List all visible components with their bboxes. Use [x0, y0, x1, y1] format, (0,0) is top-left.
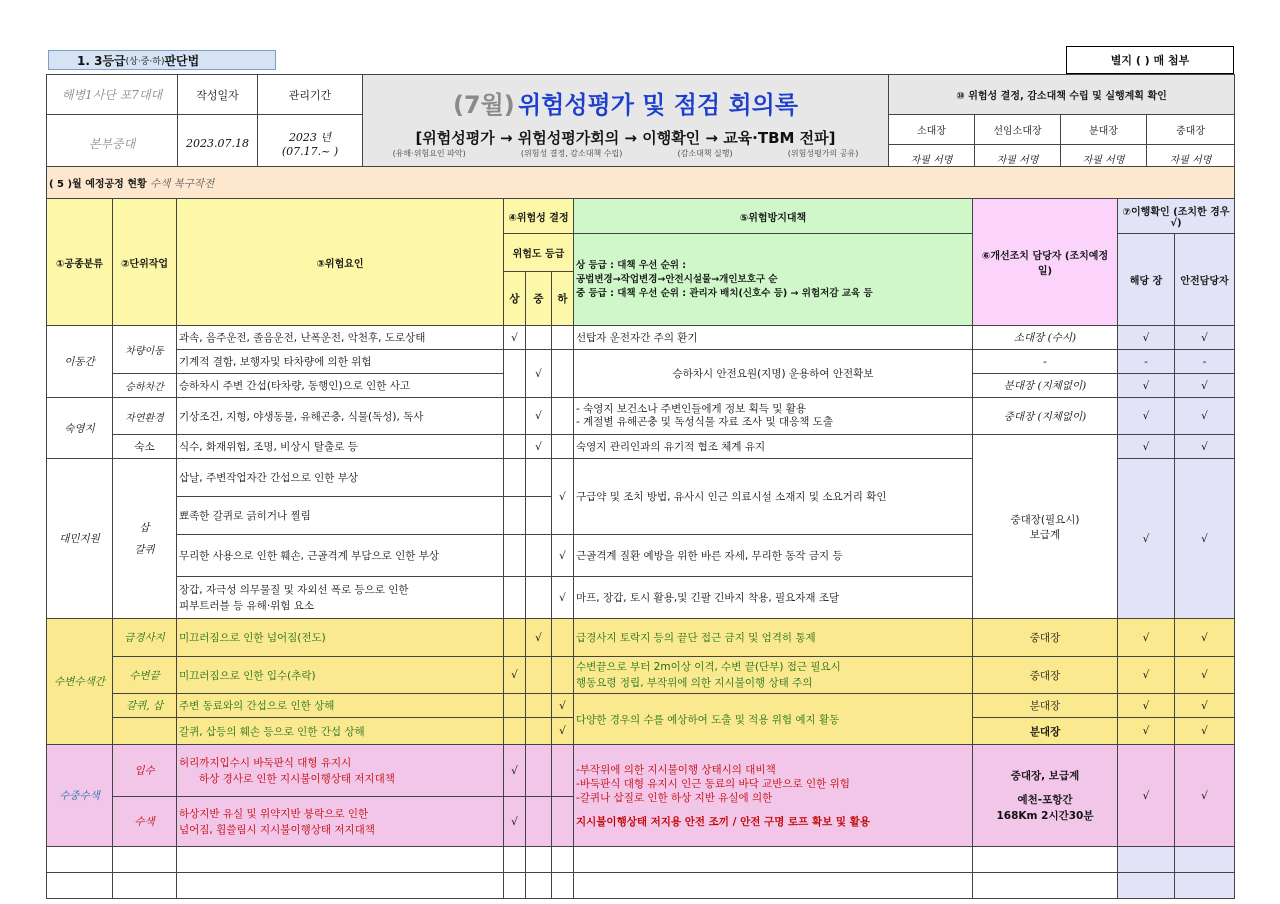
- category-underwater: 수중수색: [47, 745, 113, 847]
- check-mark[interactable]: √: [1118, 459, 1175, 619]
- risk-factor: 기상조건, 지형, 야생동물, 유해곤충, 식물(독성), 독사: [177, 398, 504, 435]
- owner: 소대장 (수시): [973, 326, 1118, 350]
- check-mark[interactable]: √: [552, 577, 574, 619]
- process-flow: [위험성평가 → 위험성평가회의 → 이행확인 → 교육·TBM 전파]: [415, 128, 836, 147]
- signature-field[interactable]: 자필 서명: [889, 145, 975, 173]
- risk-factor: 과속, 음주운전, 졸음운전, 난폭운전, 악천후, 도로상태: [177, 326, 504, 350]
- work-boarding: 승하차간: [113, 374, 177, 398]
- check-mark[interactable]: √: [552, 535, 574, 577]
- col-leader: 해당 장: [1118, 234, 1175, 326]
- risk-line: 피부트러블 등 유해·위험 요소: [179, 599, 315, 612]
- risk-factor: 미끄러짐으로 인한 입수(추락): [177, 657, 504, 694]
- check-mark[interactable]: √: [1118, 374, 1175, 398]
- date-label: 작성일자: [178, 75, 258, 115]
- owner: [973, 745, 1118, 847]
- risk-line: 하상지반 유실 및 위약지반 붕락으로 인한: [179, 807, 369, 820]
- check-mark[interactable]: √: [1175, 374, 1235, 398]
- measure: 급경사지 토락지 등의 끝단 접근 금지 및 엄격히 통제: [574, 619, 973, 657]
- measure-line: 지시불이행상태 저지용 안전 조끼 / 안전 구명 로프 확보 및 활용: [576, 815, 870, 828]
- owner-line: 보급계: [1029, 528, 1061, 541]
- risk-factor: [177, 577, 504, 619]
- measure: 근골격계 질환 예방을 위한 바른 자세, 무리한 동작 금지 등: [574, 535, 973, 577]
- work-bank: 수변끝: [113, 657, 177, 694]
- col-safety-officer: 안전담당자: [1175, 234, 1235, 326]
- risk-factor: 승하차시 주변 간섭(타차량, 동행인)으로 인한 사고: [177, 374, 504, 398]
- measure-line: -부작위에 의한 지시불이행 상태시의 대비책: [576, 763, 776, 776]
- risk-factor: [177, 745, 504, 797]
- measure: [574, 398, 973, 435]
- grade-sub: (상·중·하): [125, 56, 165, 67]
- process-note: (유해·위험요인 파악): [392, 148, 466, 158]
- check-mark[interactable]: √: [1175, 459, 1235, 619]
- risk-factor: 미끄러짐으로 인한 넘어짐(전도): [177, 619, 504, 657]
- check-mark[interactable]: √: [526, 619, 552, 657]
- signature-field[interactable]: 자필 서명: [975, 145, 1061, 173]
- company-name: 본부중대: [47, 115, 178, 173]
- work-search: 수색: [113, 797, 177, 847]
- risk-factor: 무리한 사용으로 인한 훼손, 근골격계 부담으로 인한 부상: [177, 535, 504, 577]
- owner: 중대장 (지체없이): [973, 398, 1118, 435]
- col-unit-work: ②단위작업: [113, 199, 177, 326]
- period-label: 관리기간: [258, 75, 363, 115]
- check-mark[interactable]: √: [552, 459, 574, 535]
- check-mark[interactable]: √: [1175, 435, 1235, 459]
- grade-method-label: [48, 50, 276, 70]
- measure-line: -갈퀴나 삽질로 인한 하상 지반 유실에 의한: [576, 791, 773, 804]
- check-mark[interactable]: √: [1118, 326, 1175, 350]
- grade-suffix: 판단법: [164, 53, 200, 68]
- grade-low: 하: [552, 272, 574, 326]
- check-mark[interactable]: √: [1118, 718, 1175, 745]
- process-note: (감소대책 실행): [677, 148, 733, 158]
- owner: 분대장 (지체없이): [973, 374, 1118, 398]
- measure: 승하차시 안전요원(지명) 운용하여 안전확보: [574, 350, 973, 398]
- grade-title: 1. 3등급: [77, 53, 126, 68]
- col-owner: ⑥개선조치 담당자 (조치예정일): [973, 199, 1118, 326]
- risk-factor: 삽날, 주변작업자간 간섭으로 인한 부상: [177, 459, 504, 497]
- risk-factor: 기계적 결함, 보행자및 타차량에 의한 위험: [177, 350, 504, 374]
- owner-line: 중대장(필요시): [1010, 513, 1080, 526]
- period-year: 2023 년: [288, 131, 332, 144]
- measure-line: 수변끝으로 부터 2m이상 이격, 수변 끝(단부) 접근 필요시: [576, 661, 841, 673]
- note-line: 중 등급 : 대책 우선 순위 : 관리자 배치(신호수 등) → 위험저감 교육 등: [576, 287, 873, 299]
- note-line: 공법변경→작업변경→안전시설물→개인보호구 순: [576, 273, 778, 285]
- work-vehicle: 차량이동: [113, 326, 177, 374]
- check-mark[interactable]: √: [1175, 326, 1235, 350]
- empty-cell[interactable]: [177, 873, 504, 899]
- process-note: (위험성평가의 공유): [787, 148, 859, 158]
- signer-role: 분대장: [1061, 115, 1147, 145]
- work-slope: 급경사지: [113, 619, 177, 657]
- period-value: [258, 115, 363, 173]
- col-risk-decision: ④위험성 결정: [504, 199, 574, 234]
- empty-cell[interactable]: [113, 873, 177, 899]
- check-mark[interactable]: √: [552, 718, 574, 745]
- risk-line: 넘어짐, 휩쓸림시 지시불이행상태 저지대책: [179, 823, 375, 836]
- check-mark[interactable]: √: [1118, 657, 1175, 694]
- measure: [574, 657, 973, 694]
- title-cell: [363, 75, 889, 173]
- work-enter: 입수: [113, 745, 177, 797]
- risk-line: 허리까지입수시 바둑판식 대형 유지시: [179, 756, 352, 769]
- measure-line: 행동요령 정립, 부작위에 의한 지시불이행 상태 주의: [576, 677, 813, 689]
- header-table: [46, 74, 1235, 173]
- owner: 분대장: [973, 694, 1118, 718]
- measure-line: -바둑판식 대형 유지시 인근 동료의 바닥 교반으로 인한 위험: [576, 777, 850, 790]
- check-mark[interactable]: √: [1118, 745, 1175, 847]
- page-title: 위험성평가 및 점검 회의록: [517, 90, 799, 119]
- empty-cell[interactable]: [973, 873, 1118, 899]
- check-mark[interactable]: √: [1118, 398, 1175, 435]
- check-mark[interactable]: √: [1175, 718, 1235, 745]
- measure: 선탑자 운전자간 주의 환기: [574, 326, 973, 350]
- check-mark[interactable]: √: [504, 745, 526, 797]
- signature-field[interactable]: 자필 서명: [1061, 145, 1147, 173]
- process-note: (위험성 결정, 감소대책 수립): [520, 148, 623, 158]
- signature-field[interactable]: 자필 서명: [1147, 145, 1235, 173]
- check-mark[interactable]: √: [1175, 657, 1235, 694]
- check-mark[interactable]: √: [526, 398, 552, 435]
- owner-line: 168Km 2시간30분: [996, 809, 1094, 822]
- risk-line: 하상 경사로 인한 지시불이행상태 저지대책: [199, 772, 395, 785]
- measure: 다양한 경우의 수를 예상하여 도출 및 적용 위험 예지 활동: [574, 694, 973, 745]
- measure: 마프, 장갑, 토시 활용,및 긴팔 긴바지 착용, 필요자재 조달: [574, 577, 973, 619]
- schedule-label: ( 5 )월 예정공정 현황: [49, 178, 147, 190]
- measure: [574, 745, 973, 847]
- work-lodging: 숙소: [113, 435, 177, 459]
- col-confirm: ⑦이행확인 (조치한 경우 √): [1118, 199, 1235, 234]
- grade-mid: 중: [526, 272, 552, 326]
- empty-cell[interactable]: [177, 847, 504, 873]
- owner-line: 중대장, 보급계: [1010, 769, 1080, 782]
- empty-cell[interactable]: [973, 847, 1118, 873]
- schedule-row: [47, 167, 1235, 199]
- check-mark[interactable]: √: [1175, 619, 1235, 657]
- empty-cell[interactable]: [47, 873, 113, 899]
- risk-line: 장갑, 자극성 의무물질 및 자외선 폭로 등으로 인한: [179, 583, 409, 596]
- empty-cell[interactable]: [574, 847, 973, 873]
- check-mark[interactable]: √: [504, 657, 526, 694]
- col-risk-factor: ③위험요인: [177, 199, 504, 326]
- category-civil: 대민지원: [47, 459, 113, 619]
- grade-high: 상: [504, 272, 526, 326]
- category-riverside: 수변수색간: [47, 619, 113, 745]
- owner: 중대장: [973, 657, 1118, 694]
- check-mark[interactable]: √: [1118, 435, 1175, 459]
- risk-factor: 식수, 화재위험, 조명, 비상시 탈출로 등: [177, 435, 504, 459]
- work-tools: 삽 갈퀴: [113, 459, 177, 619]
- owner: 중대장: [973, 619, 1118, 657]
- measure-line: - 계절별 유해곤충 및 독성식물 자료 조사 및 대응책 도출: [576, 416, 833, 428]
- check-mark[interactable]: √: [504, 326, 526, 350]
- schedule-value: 수색 복구작전: [150, 177, 215, 190]
- check-mark[interactable]: √: [1118, 694, 1175, 718]
- dash-mark: -: [1175, 350, 1235, 374]
- category-move: 이동간: [47, 326, 113, 398]
- col-risk-grade: 위험도 등급: [504, 234, 574, 272]
- col-measures: ⑤위험방지대책: [574, 199, 973, 234]
- risk-factor: 갈퀴, 삽등의 훼손 등으로 인한 간섭 상해: [177, 718, 504, 745]
- empty-cell[interactable]: [113, 847, 177, 873]
- owner: 분대장: [973, 718, 1118, 745]
- owner: [973, 435, 1118, 619]
- period-range: (07.17.~ ): [281, 145, 339, 158]
- signer-role: 소대장: [889, 115, 975, 145]
- check-mark[interactable]: √: [1118, 619, 1175, 657]
- owner: -: [973, 350, 1118, 374]
- risk-factor: [177, 797, 504, 847]
- measure: 구급약 및 조치 방법, 유사시 인근 의료시설 소재지 및 소요거리 확인: [574, 459, 973, 535]
- check-mark[interactable]: √: [504, 797, 526, 847]
- risk-factor: 주변 동료와의 간섭으로 인한 상해: [177, 694, 504, 718]
- col-category: ①공종분류: [47, 199, 113, 326]
- category-camp: 숙영지: [47, 398, 113, 459]
- owner-line: 예천-포항간: [1017, 793, 1073, 806]
- measure: 숙영지 관리인과의 유기적 협조 체계 유지: [574, 435, 973, 459]
- work-rake-shovel: 갈퀴, 삽: [113, 694, 177, 718]
- empty-cell[interactable]: [574, 873, 973, 899]
- date-value: 2023.07.18: [178, 115, 258, 173]
- note-line: 상 등급 : 대책 우선 순위 :: [576, 259, 687, 271]
- signer-role: 중대장: [1147, 115, 1235, 145]
- check-mark[interactable]: √: [552, 694, 574, 718]
- empty-cell[interactable]: [47, 847, 113, 873]
- unit-name: 해병1사단 포7대대: [47, 75, 178, 115]
- measure-priority-note: [574, 234, 973, 326]
- attachment-box: 별지 ( ) 매 첨부: [1066, 46, 1234, 74]
- check-mark[interactable]: √: [1175, 694, 1235, 718]
- work-nature: 자연환경: [113, 398, 177, 435]
- check-mark[interactable]: √: [1175, 745, 1235, 847]
- check-mark[interactable]: √: [526, 435, 552, 459]
- dash-mark: -: [1118, 350, 1175, 374]
- title-month: (7월): [452, 90, 515, 119]
- measure-line: - 숙영지 보건소나 주변인들에게 정보 획득 및 활용: [576, 403, 807, 415]
- risk-table: [46, 166, 1235, 899]
- confirm-title: ⑩ 위험성 결정, 감소대책 수립 및 실행계획 확인: [889, 75, 1235, 115]
- check-mark[interactable]: √: [526, 350, 552, 398]
- signer-role: 선임소대장: [975, 115, 1061, 145]
- check-mark[interactable]: √: [1175, 398, 1235, 435]
- risk-factor: 뾰족한 갈퀴로 긁히거나 찔림: [177, 497, 504, 535]
